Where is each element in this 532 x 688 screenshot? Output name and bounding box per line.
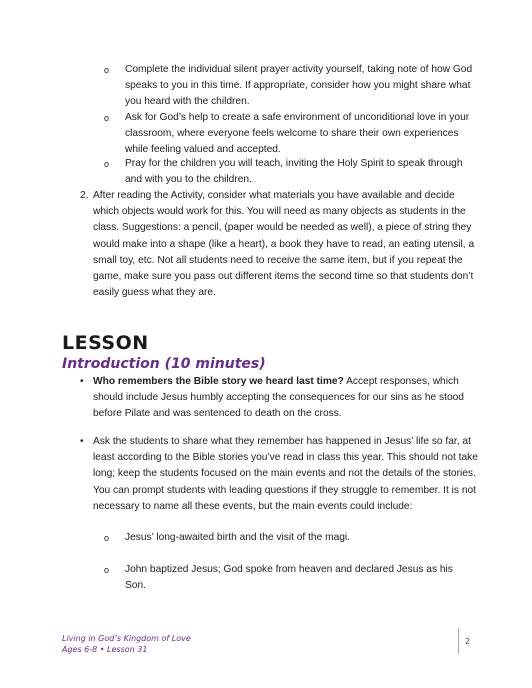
footer: [62, 633, 191, 655]
lesson-heading: LESSON: [62, 332, 149, 354]
section-heading: Introduction (10 minutes): [62, 356, 266, 372]
event-item: [104, 530, 474, 546]
event-item-text: John baptized Jesus; God spoke from heaven and declared Jesus as his Son.: [125, 564, 453, 592]
prep-numbered-item: [72, 188, 477, 301]
disc-bullet-icon: •: [80, 436, 84, 447]
footer-subtitle: Ages 6-8 • Lesson 31: [62, 645, 148, 654]
prep-numbered-item-text: After reading the Activity, consider what materials you have available and decide which objects would work for this. You will need as many objects as students in the class. Suggestions: a pencil, (paper would be needed as well), a piece of string they would make into a shape (like a heart), a book they have to read, an eating utensil, a small toy, etc. Not all students need to receive the same item, but if you repeat the game, make sure you pass out different items the second time so that students don’t easily guess what they are.: [93, 190, 475, 299]
circle-bullet-icon: o: [104, 533, 110, 543]
footer-title: Living in God’s Kingdom of Love: [62, 634, 191, 643]
lesson-bullet: [80, 374, 478, 423]
prep-sub-item: [104, 62, 474, 111]
prep-sub-item: [104, 110, 474, 159]
lesson-bullet: [80, 434, 478, 515]
lesson-bullet-question: Who remembers the Bible story we heard last time?: [93, 376, 344, 387]
circle-bullet-icon: o: [104, 113, 110, 123]
circle-bullet-icon: o: [104, 159, 110, 169]
prep-sub-item-text: Complete the individual silent prayer activity yourself, taking note of how God speaks to you in this time. If appropriate, consider how you might share what you heard with the children.: [125, 64, 473, 108]
lesson-bullet-body: Accept responses, which should include Jesus humbly accepting the consequences for our sins as he stood before Pilate and was sentenced to death on the cross.: [93, 376, 464, 420]
page-number: 2: [465, 637, 471, 646]
lesson-bullet-text: [93, 374, 478, 423]
item-number: 2.: [80, 190, 89, 201]
lesson-bullet-text: Ask the students to share what they remember has happened in Jesus’ life so far, at least according to the Bible stories you’ve read in class this year. This should not take long; keep the students focused on the main events and not the details of the stories. You can prompt students with leading questions if they struggle to remember. It is not necessary to name all these events, but the main events could include:: [93, 436, 478, 512]
prep-sub-item-text: Pray for the children you will teach, inviting the Holy Spirit to speak through and with you to the children.: [125, 158, 463, 186]
prep-sub-item-text: Ask for God’s help to create a safe environment of unconditional love in your classroom, where everyone feels welcome to share their own experiences while feeling valued and accepted.: [125, 112, 470, 156]
prep-sub-item: [104, 156, 474, 188]
event-item: [104, 562, 474, 594]
circle-bullet-icon: o: [104, 565, 110, 575]
event-item-text: Jesus’ long-awaited birth and the visit of the magi.: [125, 532, 351, 543]
footer-divider: [458, 628, 459, 654]
circle-bullet-icon: o: [104, 65, 110, 75]
disc-bullet-icon: •: [80, 376, 84, 387]
